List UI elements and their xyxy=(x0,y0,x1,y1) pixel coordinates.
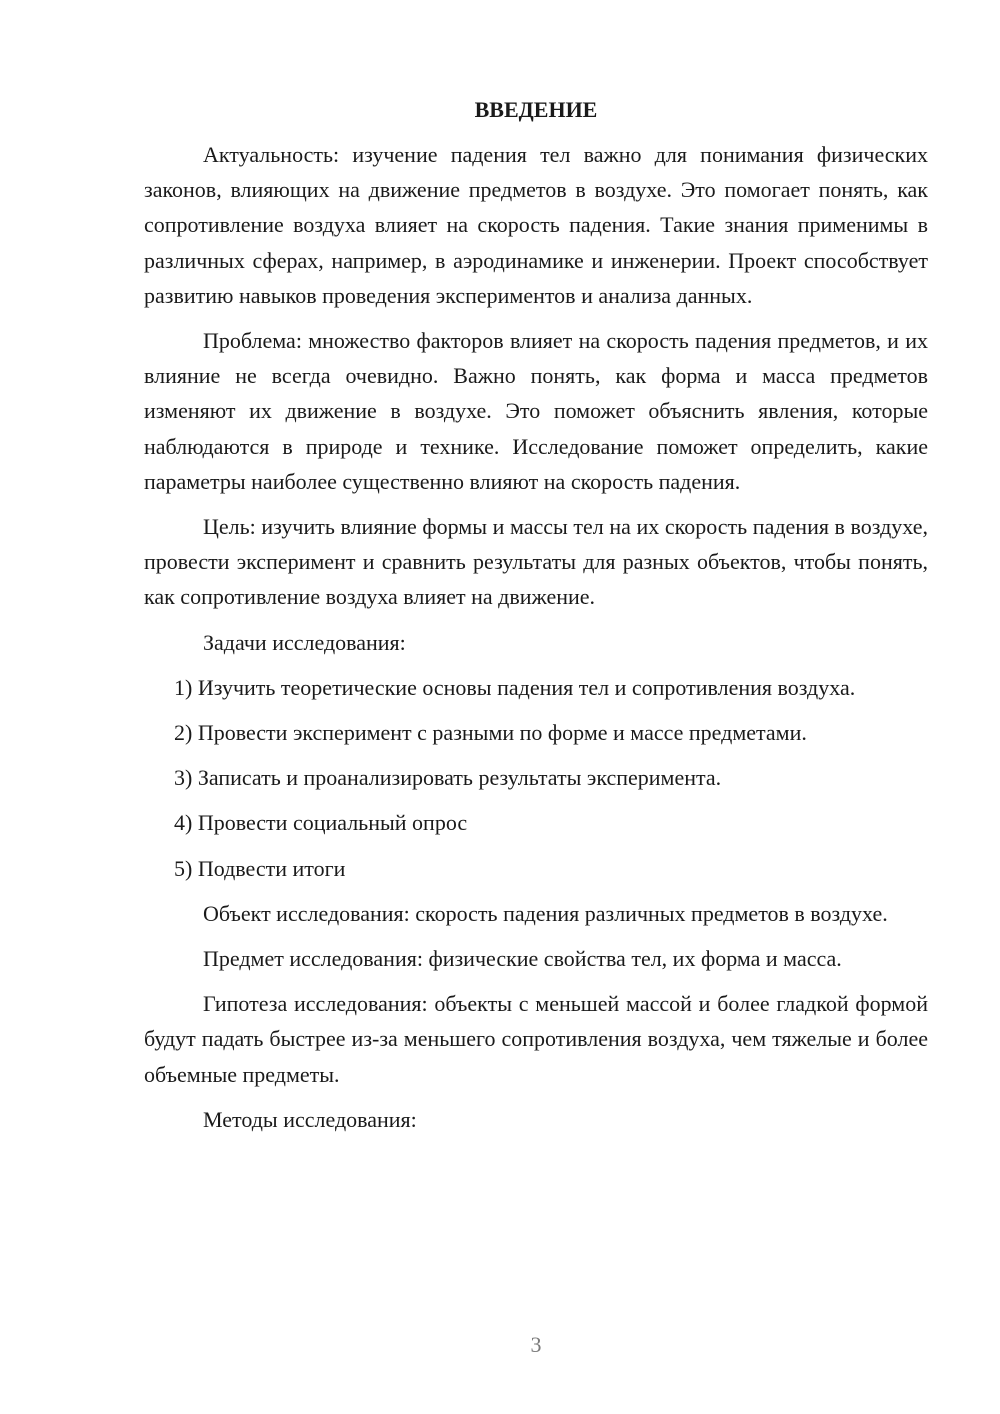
subject-paragraph: Предмет исследования: физические свойства тел, их форма и масса. xyxy=(203,946,842,972)
methods-paragraph: Методы исследования: xyxy=(203,1106,417,1132)
list-item: 5) Подвести итоги xyxy=(174,855,346,881)
list-item: 3) Записать и проанализировать результаты эксперимента. xyxy=(174,765,722,791)
page-number: 3 xyxy=(530,1332,542,1357)
goal-paragraph: Цель: изучить влияние формы и массы тел на их скорость падения в воздухе, провести эксперимент и сравнить результаты для разных объектов, чтобы понять, как сопротивление воздуха влияет на движение. xyxy=(144,514,928,610)
list-item: 1) Изучить теоретические основы падения тел и сопротивления воздуха. xyxy=(174,674,856,700)
object-paragraph: Объект исследования: скорость падения различных предметов в воздухе. xyxy=(203,900,888,926)
page-title: ВВЕДЕНИЕ xyxy=(474,97,598,122)
page-content xyxy=(144,92,928,1147)
list-item: 4) Провести социальный опрос xyxy=(174,810,468,836)
tasks-heading: Задачи исследования: xyxy=(203,629,406,655)
hypothesis-paragraph: Гипотеза исследования: объекты с меньшей массой и более гладкой формой будут падать быстрее из-за меньшего сопротивления воздуха, чем тяжелые и более объемные предметы. xyxy=(144,991,928,1087)
tasks-list xyxy=(144,670,928,886)
problem-paragraph: Проблема: множество факторов влияет на скорость падения предметов, и их влияние не всегда очевидно. Важно понять, как форма и масса предметов изменяют их движение в воздухе. Это поможет объяснить явления, которые наблюдаются в природе и технике. Исследование поможет определить, какие параметры наиболее существенно влияют на скорость падения. xyxy=(144,328,928,494)
list-item: 2) Провести эксперимент с разными по форме и массе предметами. xyxy=(174,720,807,746)
relevance-paragraph: Актуальность: изучение падения тел важно для понимания физических законов, влияющих на движение предметов в воздухе. Это помогает понять, как сопротивление воздуха влияет на скорость падения. Такие знания применимы в различных сферах, например, в аэродинамике и инженерии. Проект способствует развитию навыков проведения экспериментов и анализа данных. xyxy=(144,142,928,308)
